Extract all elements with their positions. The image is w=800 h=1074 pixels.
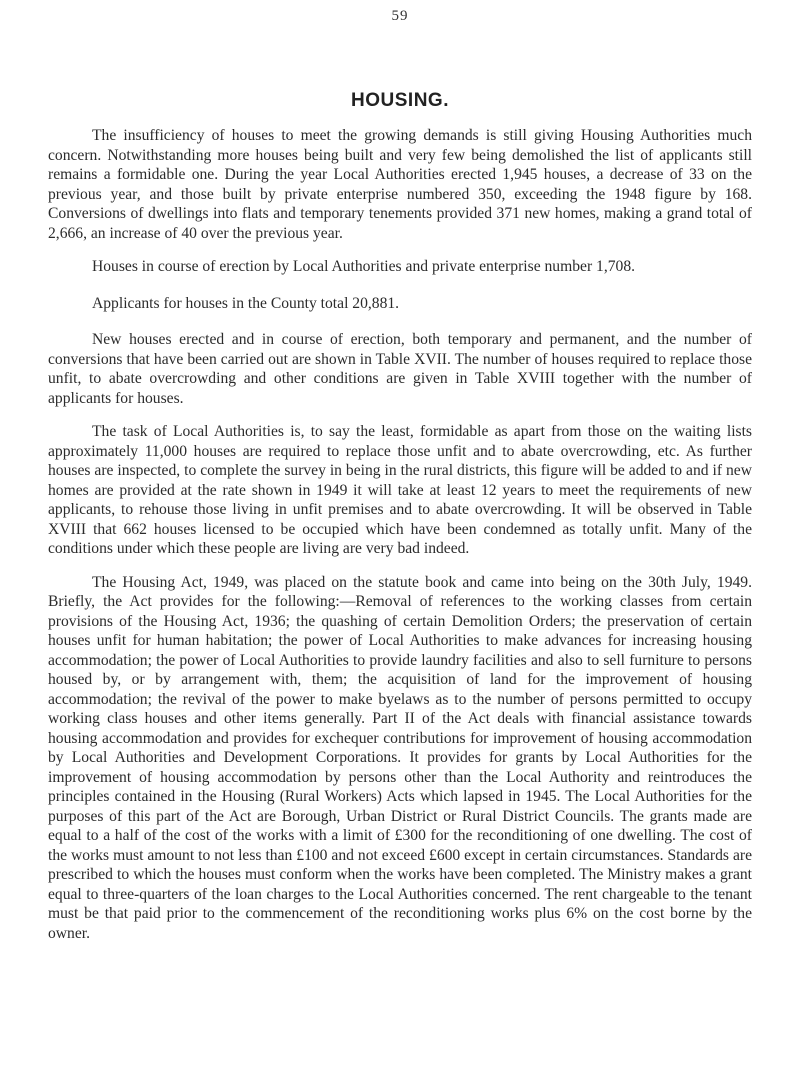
body-text bbox=[48, 126, 752, 957]
paragraph-tables-reference: New houses erected and in course of erection, both temporary and permanent, and the number of conversions that have been carried out are shown in Table XVII. The number of houses required to replace those unfit, to abate overcrowding and other conditions are given in Table XVIII together with the number of applicants for houses. bbox=[48, 331, 752, 407]
paragraph-houses-in-course: Houses in course of erection by Local Authorities and private enterprise number 1,708. bbox=[92, 258, 636, 275]
paragraph-housing-overview: The insufficiency of houses to meet the growing demands is still giving Housing Authorities much concern. Notwithstanding more houses being built and very few being demolished the list of applicants still remains a formidable one. During the year Local Authorities erected 1,945 houses, a decrease of 33 on the previous year, and those built by private enterprise numbered 350, exceeding the 1948 figure by 168. Conversions of dwellings into flats and temporary tenements provided 371 new homes, making a grand total of 2,666, an increase of 40 over the previous year. bbox=[48, 127, 752, 242]
section-heading: HOUSING. bbox=[351, 90, 449, 111]
page-number: 59 bbox=[391, 8, 409, 24]
paragraph-applicants: Applicants for houses in the County total 20,881. bbox=[92, 294, 400, 312]
paragraph-local-authorities-task: The task of Local Authorities is, to say the least, formidable as apart from those on the waiting lists approximately 11,000 houses are required to replace those unfit and to abate overcrowding, etc. As further houses are inspected, to complete the survey in being in the rural districts, this figure will be added to and if new homes are provided at the rate shown in 1949 it will take at least 12 years to meet the requirements of new applicants, to rehouse those living in unfit premises and to abate overcrowding. It will be observed in Table XVIII that 662 houses licensed to be occupied which have been condemned as totally unfit. Many of the conditions under which these people are living are very bad indeed. bbox=[48, 423, 752, 557]
paragraph-housing-act-1949: The Housing Act, 1949, was placed on the statute book and came into being on the 30th July, 1949. Briefly, the Act provides for the following:—Removal of references to the working classes from certain provisions of the Housing Act, 1936; the quashing of certain Demolition Orders; the preservation of certain houses unfit for human habitation; the power of Local Authorities to make advances for increasing housing accommodation; the power of Local Authorities to provide laundry facilities and also to sell furniture to persons housed by, or by arrangement with, them; the acquisition of land for the improvement of housing accommodation; the revival of the power to make byelaws as to the number of persons permitted to occupy working class houses and other items generally. Part II of the Act deals with financial assistance towards housing accommodation and provides for exchequer contributions for improvement of housing accommodation by Local Authorities and Development Corporations. It provides for grants by Local Authorities for the improvement of housing accommodation by persons other than the Local Authority and reintroduces the principles contained in the Housing (Rural Workers) Acts which lapsed in 1945. The Local Authorities for the purposes of this part of the Act are Borough, Urban District or Rural District Councils. The grants made are equal to a half of the cost of the works with a limit of £300 for the reconditioning of one dwelling. The cost of the works must amount to not less than £100 and not exceed £600 except in certain circumstances. Standards are prescribed to which the houses must conform when the works have been completed. The Ministry makes a grant equal to three-quarters of the loan charges to the Local Authorities concerned. The rent chargeable to the tenant must be that paid prior to the commencement of the reconditioning works plus 6% on the cost borne by the owner. bbox=[48, 573, 752, 942]
